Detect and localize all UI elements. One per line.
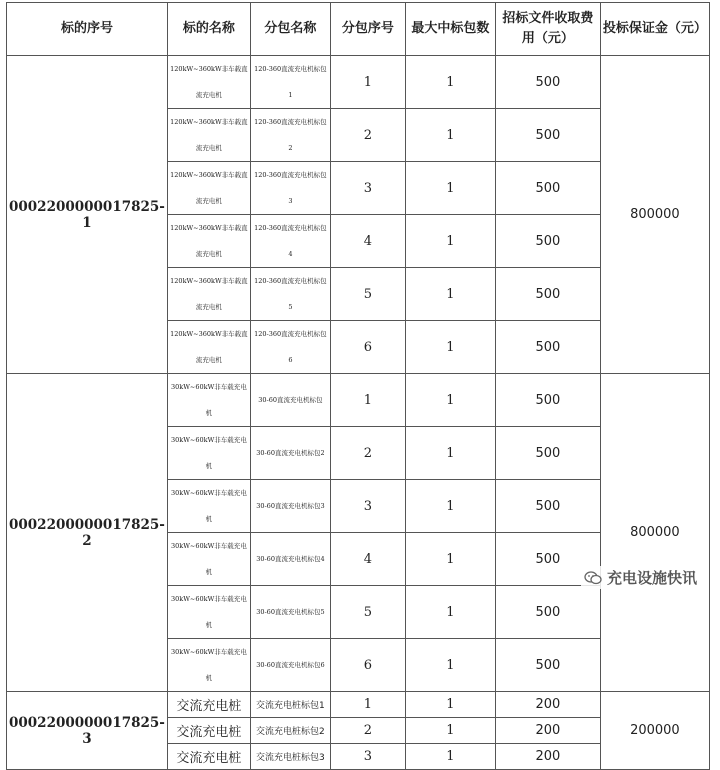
package-name: 120-360直流充电机标包6 xyxy=(250,321,330,374)
package-name: 30-60直流充电机标包2 xyxy=(250,427,330,480)
package-name: 交流充电桩标包1 xyxy=(250,692,330,718)
table-row xyxy=(7,692,710,718)
package-seq: 1 xyxy=(330,692,405,718)
package-seq: 3 xyxy=(330,480,405,533)
header-package-seq: 分包序号 xyxy=(330,3,405,56)
header-bid-deposit: 投标保证金（元） xyxy=(600,3,709,56)
package-name: 30-60直流充电机标包6 xyxy=(250,639,330,692)
watermark xyxy=(581,566,700,589)
lot-name: 120kW~360kW非车载直流充电机 xyxy=(167,109,250,162)
max-awards: 1 xyxy=(405,692,495,718)
bid-deposit: 200000 xyxy=(600,692,709,770)
lot-id: 0002200000017825-2 xyxy=(7,374,168,692)
package-seq: 2 xyxy=(330,718,405,744)
package-seq: 3 xyxy=(330,744,405,770)
package-seq: 6 xyxy=(330,321,405,374)
max-awards: 1 xyxy=(405,744,495,770)
package-name: 120-360直流充电机标包2 xyxy=(250,109,330,162)
header-max-awards: 最大中标包数 xyxy=(405,3,495,56)
lot-name: 120kW~360kW非车载直流充电机 xyxy=(167,162,250,215)
package-seq: 2 xyxy=(330,109,405,162)
package-name: 30-60直流充电机标包4 xyxy=(250,533,330,586)
document-fee: 200 xyxy=(495,744,600,770)
lot-name: 30kW~60kW非车载充电机 xyxy=(167,639,250,692)
bid-deposit: 800000 xyxy=(600,56,709,374)
lot-name: 120kW~360kW非车载直流充电机 xyxy=(167,215,250,268)
max-awards: 1 xyxy=(405,374,495,427)
max-awards: 1 xyxy=(405,109,495,162)
document-fee: 500 xyxy=(495,480,600,533)
lot-name: 30kW~60kW非车载充电机 xyxy=(167,533,250,586)
package-name: 30-60直流充电机标包3 xyxy=(250,480,330,533)
lot-name: 交流充电桩 xyxy=(167,692,250,718)
header-package-name: 分包名称 xyxy=(250,3,330,56)
lot-name: 30kW~60kW非车载充电机 xyxy=(167,374,250,427)
max-awards: 1 xyxy=(405,268,495,321)
package-seq: 1 xyxy=(330,56,405,109)
watermark-text: 充电设施快讯 xyxy=(606,569,697,587)
package-name: 30-60直流充电机标包5 xyxy=(250,586,330,639)
document-fee: 500 xyxy=(495,374,600,427)
lot-name: 30kW~60kW非车载充电机 xyxy=(167,586,250,639)
document-fee: 500 xyxy=(495,215,600,268)
header-lot-name: 标的名称 xyxy=(167,3,250,56)
package-name: 120-360直流充电机标包1 xyxy=(250,56,330,109)
lot-name: 30kW~60kW非车载充电机 xyxy=(167,427,250,480)
document-fee: 500 xyxy=(495,586,600,639)
package-name: 120-360直流充电机标包3 xyxy=(250,162,330,215)
max-awards: 1 xyxy=(405,215,495,268)
max-awards: 1 xyxy=(405,718,495,744)
document-fee: 500 xyxy=(495,533,600,586)
package-name: 120-360直流充电机标包4 xyxy=(250,215,330,268)
lot-name: 120kW~360kW非车载直流充电机 xyxy=(167,321,250,374)
max-awards: 1 xyxy=(405,56,495,109)
document-fee: 500 xyxy=(495,321,600,374)
max-awards: 1 xyxy=(405,586,495,639)
bid-deposit: 800000 xyxy=(600,374,709,692)
lot-name: 120kW~360kW非车载直流充电机 xyxy=(167,268,250,321)
lot-name: 30kW~60kW非车载充电机 xyxy=(167,480,250,533)
header-document-fee: 招标文件收取费用（元） xyxy=(495,3,600,56)
max-awards: 1 xyxy=(405,321,495,374)
table-row xyxy=(7,374,710,427)
package-name: 交流充电桩标包3 xyxy=(250,744,330,770)
package-seq: 4 xyxy=(330,215,405,268)
lot-id: 0002200000017825-1 xyxy=(7,56,168,374)
document-fee: 500 xyxy=(495,427,600,480)
package-seq: 2 xyxy=(330,427,405,480)
package-name: 交流充电桩标包2 xyxy=(250,718,330,744)
max-awards: 1 xyxy=(405,639,495,692)
package-name: 30-60直流充电机标包 xyxy=(250,374,330,427)
lot-name: 交流充电桩 xyxy=(167,744,250,770)
package-seq: 1 xyxy=(330,374,405,427)
bid-table xyxy=(6,2,710,770)
lot-name: 交流充电桩 xyxy=(167,718,250,744)
package-seq: 4 xyxy=(330,533,405,586)
document-fee: 200 xyxy=(495,718,600,744)
wechat-icon xyxy=(584,571,602,585)
document-fee: 500 xyxy=(495,162,600,215)
document-fee: 500 xyxy=(495,109,600,162)
max-awards: 1 xyxy=(405,162,495,215)
lot-id: 0002200000017825-3 xyxy=(7,692,168,770)
document-fee: 200 xyxy=(495,692,600,718)
lot-name: 120kW~360kW非车载直流充电机 xyxy=(167,56,250,109)
header-row xyxy=(7,3,710,56)
max-awards: 1 xyxy=(405,427,495,480)
document-fee: 500 xyxy=(495,56,600,109)
document-fee: 500 xyxy=(495,639,600,692)
package-name: 120-360直流充电机标包5 xyxy=(250,268,330,321)
package-seq: 3 xyxy=(330,162,405,215)
package-seq: 5 xyxy=(330,268,405,321)
package-seq: 5 xyxy=(330,586,405,639)
header-lot-no: 标的序号 xyxy=(7,3,168,56)
table-row xyxy=(7,56,710,109)
document-fee: 500 xyxy=(495,268,600,321)
max-awards: 1 xyxy=(405,533,495,586)
max-awards: 1 xyxy=(405,480,495,533)
package-seq: 6 xyxy=(330,639,405,692)
